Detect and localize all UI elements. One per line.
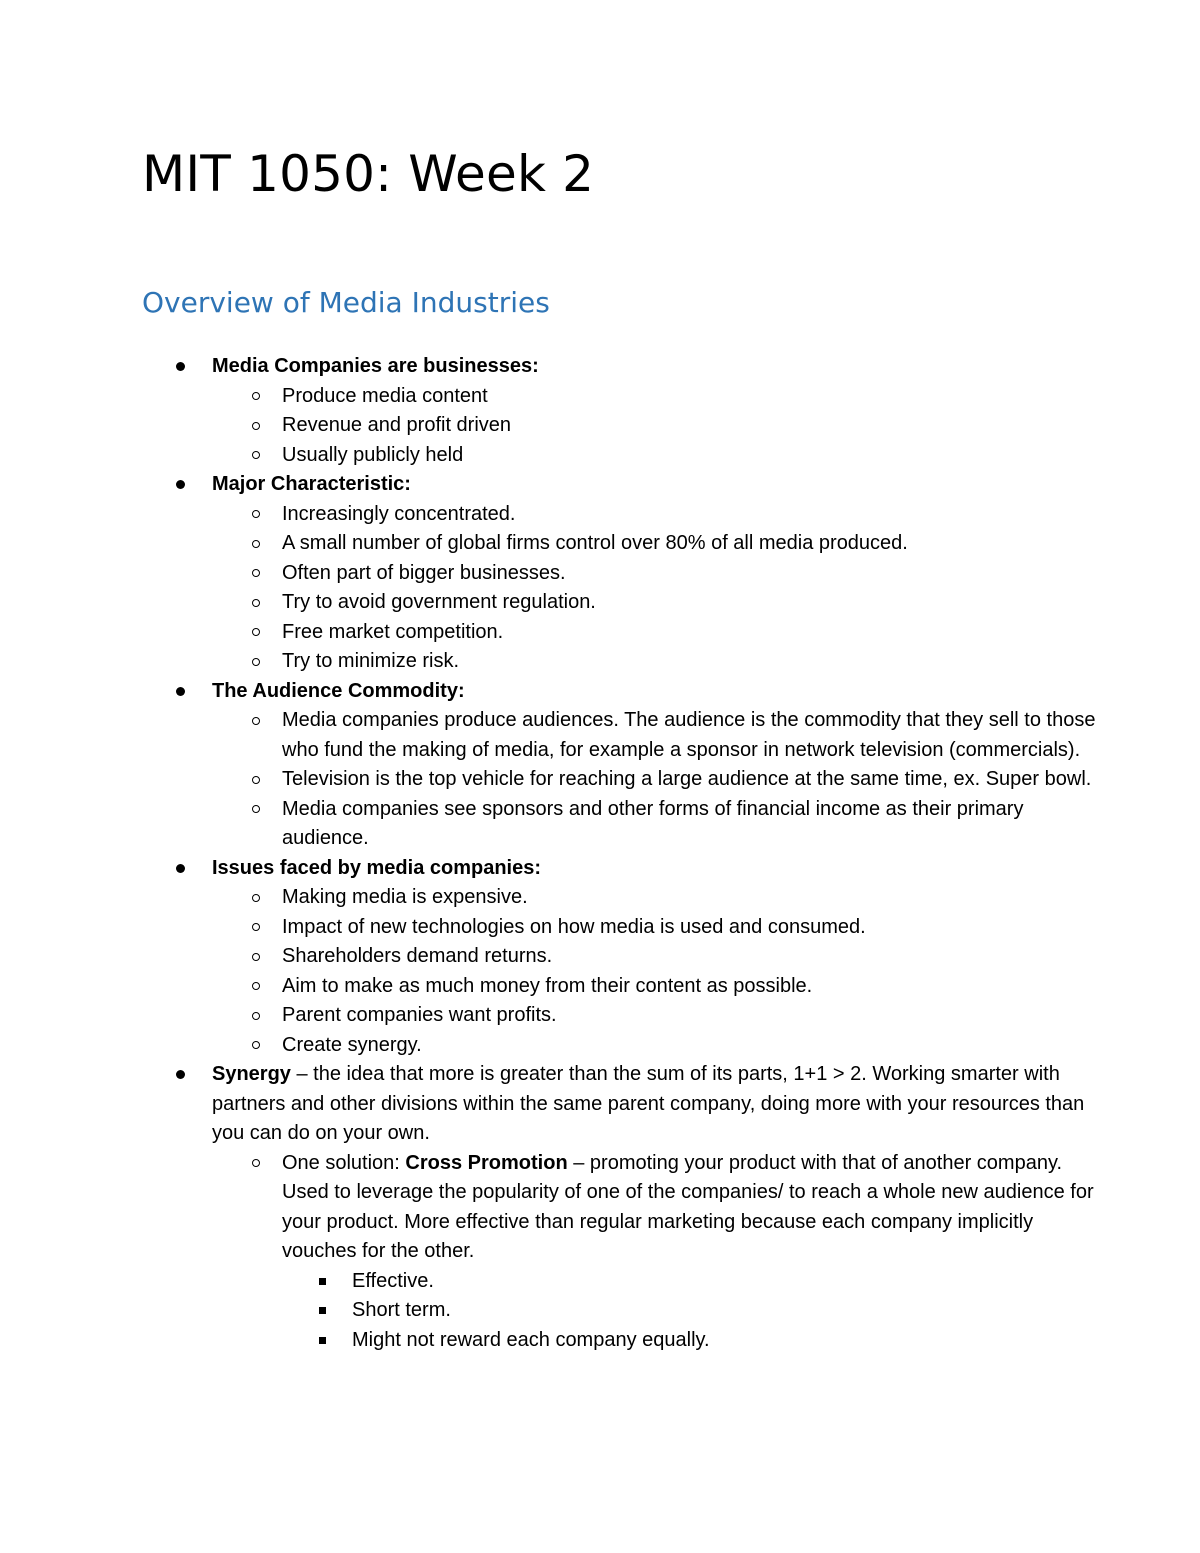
bullet-icon bbox=[170, 854, 190, 884]
synergy-term: Synergy bbox=[212, 1063, 291, 1085]
list-item-major-characteristic bbox=[142, 470, 1102, 500]
list-item-heading: The Audience Commodity: bbox=[212, 679, 465, 702]
list-item-text: Might not reward each company equally. bbox=[352, 1328, 710, 1351]
list-item bbox=[142, 1031, 1102, 1061]
hollow-bullet-icon bbox=[246, 942, 266, 972]
square-bullet-icon bbox=[312, 1326, 332, 1356]
list-item-text: Try to avoid government regulation. bbox=[282, 591, 596, 613]
cross-promotion-term: Cross Promotion bbox=[405, 1151, 568, 1174]
list-item-text: Increasingly concentrated. bbox=[282, 502, 516, 525]
bullet-icon bbox=[170, 1060, 190, 1090]
hollow-bullet-icon bbox=[246, 529, 266, 559]
hollow-bullet-icon bbox=[246, 795, 266, 825]
list-item-text: Create synergy. bbox=[282, 1033, 422, 1056]
list-item-text: Effective. bbox=[352, 1269, 434, 1292]
list-item-text: Try to minimize risk. bbox=[282, 650, 460, 672]
hollow-bullet-icon bbox=[246, 411, 266, 441]
hollow-bullet-icon bbox=[246, 1031, 266, 1061]
list-item bbox=[142, 1001, 1102, 1031]
list-item-text: Usually publicly held bbox=[282, 443, 464, 466]
list-item-text: Shareholders demand returns. bbox=[282, 945, 553, 967]
list-item bbox=[142, 411, 1102, 441]
list-item-text: Revenue and profit driven bbox=[282, 414, 512, 436]
list-item-text: Media companies see sponsors and other forms of financial income as their primary audience. bbox=[282, 797, 1024, 849]
list-item-text: Produce media content bbox=[282, 384, 488, 407]
list-item bbox=[142, 529, 1102, 559]
list-item bbox=[142, 883, 1102, 913]
list-item-media-companies bbox=[142, 352, 1102, 382]
document-title: MIT 1050: Week 2 bbox=[142, 145, 595, 203]
hollow-bullet-icon bbox=[246, 765, 266, 795]
list-item-text: Parent companies want profits. bbox=[282, 1004, 557, 1026]
list-item bbox=[142, 1326, 1102, 1356]
list-item bbox=[142, 765, 1102, 795]
hollow-bullet-icon bbox=[246, 382, 266, 412]
list-item-synergy bbox=[142, 1060, 1102, 1149]
list-item bbox=[142, 382, 1102, 412]
document-body bbox=[142, 352, 1102, 1355]
hollow-bullet-icon bbox=[246, 441, 266, 471]
square-bullet-icon bbox=[312, 1296, 332, 1326]
list-item bbox=[142, 913, 1102, 943]
bullet-icon bbox=[170, 352, 190, 382]
list-item-heading: Issues faced by media companies: bbox=[212, 856, 542, 879]
list-item-text: Aim to make as much money from their content as possible. bbox=[282, 974, 813, 997]
list-item-text: Television is the top vehicle for reaching a large audience at the same time, ex. Super bowl. bbox=[282, 768, 1092, 790]
cross-promotion-text: – promoting your product with that of another company. Used to leverage the popularity of one of the companies/ to reach a whole new audience for your product. More effective than regular marketing because each company implicitly vouches for the other. bbox=[282, 1151, 1094, 1262]
bullet-icon bbox=[170, 677, 190, 707]
list-item-text: Free market competition. bbox=[282, 620, 504, 643]
hollow-bullet-icon bbox=[246, 913, 266, 943]
list-item-text: Making media is expensive. bbox=[282, 886, 528, 908]
list-item-text: Impact of new technologies on how media is used and consumed. bbox=[282, 915, 866, 938]
list-item-text: Often part of bigger businesses. bbox=[282, 561, 566, 584]
hollow-bullet-icon bbox=[246, 647, 266, 677]
list-item bbox=[142, 1267, 1102, 1297]
list-item-text: Media companies produce audiences. The audience is the commodity that they sell to those who fund the making of media, for example a sponsor in network television (commercials). bbox=[282, 709, 1096, 761]
hollow-bullet-icon bbox=[246, 1001, 266, 1031]
solution-prefix: One solution: bbox=[282, 1151, 406, 1174]
outline-list bbox=[142, 352, 1102, 1355]
hollow-bullet-icon bbox=[246, 500, 266, 530]
list-item-heading: Major Characteristic: bbox=[212, 473, 411, 495]
list-item-text: A small number of global firms control over 80% of all media produced. bbox=[282, 532, 908, 554]
hollow-bullet-icon bbox=[246, 1149, 266, 1179]
hollow-bullet-icon bbox=[246, 559, 266, 589]
list-item-audience-commodity bbox=[142, 677, 1102, 707]
list-item bbox=[142, 1296, 1102, 1326]
list-item bbox=[142, 706, 1102, 765]
list-item bbox=[142, 972, 1102, 1002]
list-item bbox=[142, 588, 1102, 618]
list-item-heading: Media Companies are businesses: bbox=[212, 355, 539, 377]
list-item bbox=[142, 618, 1102, 648]
list-item-text: Short term. bbox=[352, 1299, 451, 1321]
bullet-icon bbox=[170, 470, 190, 500]
synergy-definition: – the idea that more is greater than the sum of its parts, 1+1 > 2. Working smarter with partners and other divisions within the same parent company, doing more with your resources than you can do on your own. bbox=[212, 1063, 1085, 1144]
list-item bbox=[142, 559, 1102, 589]
list-item bbox=[142, 647, 1102, 677]
list-item-cross-promotion bbox=[142, 1149, 1102, 1267]
list-item bbox=[142, 795, 1102, 854]
square-bullet-icon bbox=[312, 1267, 332, 1297]
hollow-bullet-icon bbox=[246, 588, 266, 618]
hollow-bullet-icon bbox=[246, 618, 266, 648]
list-item bbox=[142, 942, 1102, 972]
section-heading: Overview of Media Industries bbox=[142, 286, 550, 319]
list-item bbox=[142, 441, 1102, 471]
hollow-bullet-icon bbox=[246, 883, 266, 913]
list-item-issues bbox=[142, 854, 1102, 884]
hollow-bullet-icon bbox=[246, 972, 266, 1002]
hollow-bullet-icon bbox=[246, 706, 266, 736]
list-item bbox=[142, 500, 1102, 530]
